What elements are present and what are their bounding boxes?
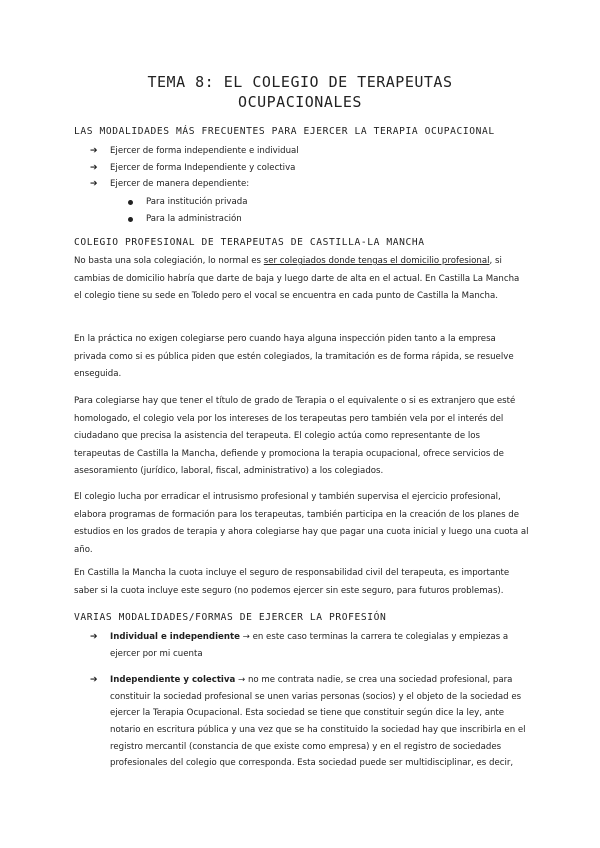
paragraph-colegiacion: No basta una sola colegiación, lo normal es ser colegiados donde tengas el domicilio profesional, si cambias de domicilio habría que darte de baja y luego darte de alta en el actual. En Castilla La Mancha el colegio tiene su sede en Toledo pero el vocal se encuentra en cada punto de Castilla la Mancha. xyxy=(74,256,520,302)
paragraph-intrusismo: El colegio lucha por erradicar el intrusismo profesional y también supervisa el ejercicio profesional, elabora programas de formación para los terapeutas, también participa en la creación de los planes de estudios en los grados de terapia y ahora colegiarse hay que pagar una cuota inicial y luego una cuota al año. xyxy=(74,492,529,555)
list-item: ➔ Individual e independiente → en este caso terminas la carrera te colegialas y empiezas a ejercer por mi cuenta xyxy=(90,629,528,662)
list-item: ➔ Independiente y colectiva → no me contrata nadie, se crea una sociedad profesional, para constituir la sociedad profesional se unen varias personas (socios) y el objeto de la sociedad es ejercer la Terapia Ocupacional. Esta sociedad se tiene que constituir según dice la ley, ante notario en escritura pública y una vez que se ha constituido la sociedad hay que inscribirla en el registro mercantil (constancia de que existe como empresa) y en el registro de sociedades profesionales del colegio que corresponda. Esta sociedad puede ser multidisciplinar, es decir, xyxy=(90,672,528,772)
section-heading-colegio: COLEGIO PROFESIONAL DE TERAPEUTAS DE CASTILLA-LA MANCHA xyxy=(74,237,425,248)
formas-list xyxy=(90,629,528,772)
modalidades-list xyxy=(90,143,510,193)
arrow-right-icon: ➔ xyxy=(90,146,98,156)
paragraph-practica: En la práctica no exigen colegiarse pero cuando haya alguna inspección piden tanto a la empresa privada como si es pública piden que estén colegiados, la tramitación es de forma rápida, se resuelve enseguida. xyxy=(74,334,514,380)
section-heading-modalidades: LAS MODALIDADES MÁS FRECUENTES PARA EJERCER LA TERAPIA OCUPACIONAL xyxy=(74,126,495,137)
title-line-1: TEMA 8: EL COLEGIO DE TERAPEUTAS xyxy=(147,73,453,91)
arrow-right-icon: ➔ xyxy=(90,675,98,686)
list-item: Para institución privada xyxy=(126,194,426,211)
list-item: ➔ Ejercer de manera dependiente: xyxy=(90,176,510,193)
arrow-right-icon: ➔ xyxy=(90,632,98,642)
bullet-dot-icon xyxy=(128,200,133,205)
page-title xyxy=(60,72,540,112)
section-heading-formas: VARIAS MODALIDADES/FORMAS DE EJERCER LA PROFESIÓN xyxy=(74,612,387,623)
list-item: Para la administración xyxy=(126,211,426,228)
title-line-2: OCUPACIONALES xyxy=(238,93,362,111)
dependiente-sublist xyxy=(126,194,426,227)
arrow-right-icon: ➔ xyxy=(90,179,98,190)
list-item: ➔ Ejercer de forma independiente e individual xyxy=(90,143,510,160)
arrow-right-icon: ➔ xyxy=(90,162,98,173)
paragraph-requisitos: Para colegiarse hay que tener el título de grado de Terapia o el equivalente o si es extranjero que esté homologado, el colegio vela por los intereses de los terapeutas pero también vela por el interés del ciudadano que precisa la asistencia del terapeuta. El colegio actúa como representante de los terapeutas de Castilla la Mancha, defiende y promociona la terapia ocupacional, ofrece servicios de asesoramiento (jurídico, laboral, fiscal, administrativo) a los colegiados. xyxy=(74,396,516,477)
paragraph-cuota: En Castilla la Mancha la cuota incluye el seguro de responsabilidad civil del terapeuta, es importante saber si la cuota incluye este seguro (no podemos ejercer sin este seguro, para futuros problemas). xyxy=(74,568,510,596)
list-item: ➔ Ejercer de forma Independiente y colectiva xyxy=(90,160,510,177)
bullet-dot-icon xyxy=(128,217,133,222)
